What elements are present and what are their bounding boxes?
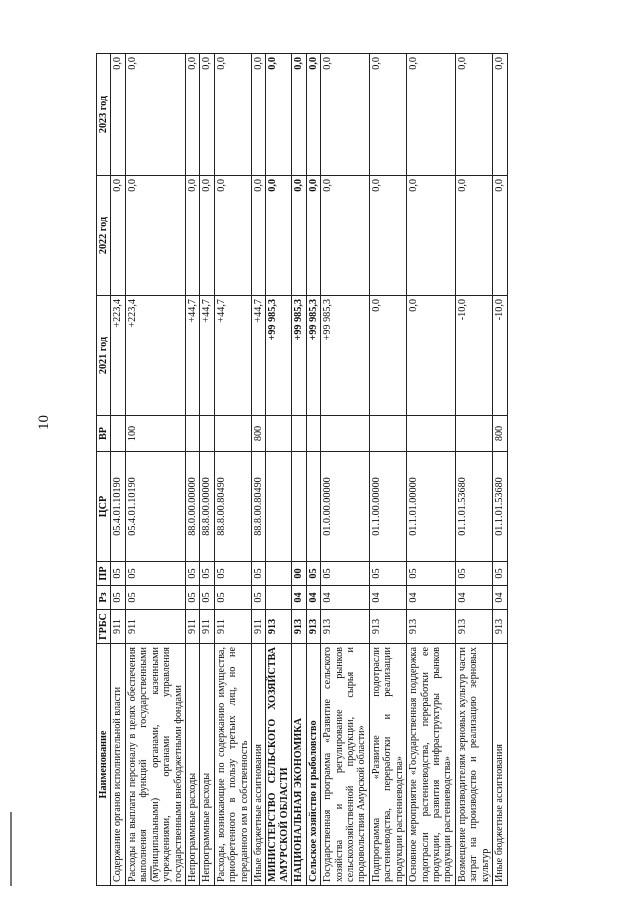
cell-csr: 01.1.01.53680	[493, 452, 507, 562]
cell-csr	[292, 452, 306, 562]
cell-name: Основное мероприятие «Государственная поддержка подотрасли растениеводства, переработки ее продукции, развития инфраструктуры рынков продукции растениеводства»	[407, 644, 456, 886]
cell-y2023: 0,0	[407, 54, 456, 176]
cell-vr	[369, 416, 406, 452]
header-2021: 2021 год	[97, 296, 111, 416]
cell-y2021: +99 985,3	[292, 296, 306, 416]
cell-pr: 05	[493, 562, 507, 586]
header-csr: ЦСР	[97, 452, 111, 562]
cell-csr: 05.4.01.10190	[111, 452, 125, 562]
cell-csr: 88.8.00.00000	[200, 452, 214, 562]
table-row	[306, 54, 320, 886]
cell-y2022: 0,0	[125, 176, 185, 296]
cell-y2021: +44,7	[185, 296, 199, 416]
cell-pr: 05	[214, 562, 251, 586]
cell-vr	[266, 416, 292, 452]
cell-grbs: 911	[214, 610, 251, 644]
cell-pr: 05	[185, 562, 199, 586]
cell-y2022: 0,0	[185, 176, 199, 296]
cell-pr: 05	[407, 562, 456, 586]
table-row	[493, 54, 507, 886]
cell-y2022: 0,0	[252, 176, 266, 296]
cell-vr	[214, 416, 251, 452]
cell-y2022: 0,0	[200, 176, 214, 296]
cell-y2023: 0,0	[252, 54, 266, 176]
table-row	[369, 54, 406, 886]
cell-csr: 01.1.01.00000	[407, 452, 456, 562]
cell-rz: 05	[200, 586, 214, 610]
cell-name: Расходы на выплаты персоналу в целях обеспечения выполнения функций государственными (муниципальными) органами, казенными учреждениями, органами управления государственными внебюджетными фондами	[125, 644, 185, 886]
cell-vr	[111, 416, 125, 452]
cell-csr: 01.1.00.00000	[369, 452, 406, 562]
cell-y2023: 0,0	[493, 54, 507, 176]
table-row	[292, 54, 306, 886]
cell-vr	[292, 416, 306, 452]
cell-y2023: 0,0	[200, 54, 214, 176]
cell-name: Возмещение производителям зерновых культур части затрат на производство и реализацию зерновых культур	[455, 644, 492, 886]
cell-y2022: 0,0	[455, 176, 492, 296]
table-row	[111, 54, 125, 886]
header-rz: Рз	[97, 586, 111, 610]
cell-csr	[306, 452, 320, 562]
cell-y2023: 0,0	[306, 54, 320, 176]
binding-margin-line	[10, 812, 12, 886]
cell-name: Государственная программа «Развитие сельского хозяйства и регулирование рынков сельскохозяйственной продукции, сырья и продовольствия Амурской области»	[321, 644, 370, 886]
cell-y2022: 0,0	[369, 176, 406, 296]
cell-vr	[321, 416, 370, 452]
cell-csr: 88.0.00.00000	[185, 452, 199, 562]
cell-grbs: 911	[111, 610, 125, 644]
cell-name: Содержание органов исполнительной власти	[111, 644, 125, 886]
table-row	[125, 54, 185, 886]
table-row	[185, 54, 199, 886]
cell-name: Иные бюджетные ассигнования	[252, 644, 266, 886]
page-number: 10	[36, 415, 52, 430]
cell-y2021: -10,0	[455, 296, 492, 416]
cell-name: Сельское хозяйство и рыболовство	[306, 644, 320, 886]
cell-vr: 100	[125, 416, 185, 452]
cell-rz: 04	[321, 586, 370, 610]
cell-rz	[266, 586, 292, 610]
cell-grbs: 911	[200, 610, 214, 644]
cell-vr	[407, 416, 456, 452]
cell-y2022: 0,0	[407, 176, 456, 296]
cell-vr: 800	[493, 416, 507, 452]
cell-y2021: +99 985,3	[321, 296, 370, 416]
cell-grbs: 913	[292, 610, 306, 644]
table-header-row	[97, 54, 111, 886]
cell-csr: 01.0.00.00000	[321, 452, 370, 562]
cell-rz: 05	[185, 586, 199, 610]
cell-y2021: +223,4	[125, 296, 185, 416]
cell-rz: 05	[111, 586, 125, 610]
cell-grbs: 913	[321, 610, 370, 644]
cell-y2021: +99 985,3	[266, 296, 292, 416]
table-row	[407, 54, 456, 886]
cell-vr	[306, 416, 320, 452]
header-name: Наименование	[97, 644, 111, 886]
cell-pr: 05	[252, 562, 266, 586]
cell-name: Непрограммные расходы	[200, 644, 214, 886]
cell-y2022: 0,0	[306, 176, 320, 296]
cell-y2023: 0,0	[321, 54, 370, 176]
cell-grbs: 913	[369, 610, 406, 644]
cell-y2021: +44,7	[200, 296, 214, 416]
cell-y2023: 0,0	[266, 54, 292, 176]
cell-rz: 05	[125, 586, 185, 610]
cell-grbs: 911	[185, 610, 199, 644]
cell-grbs: 913	[407, 610, 456, 644]
cell-y2021: +223,4	[111, 296, 125, 416]
cell-name: МИНИСТЕРСТВО СЕЛЬСКОГО ХОЗЯЙСТВА АМУРСКОЙ ОБЛАСТИ	[266, 644, 292, 886]
cell-y2023: 0,0	[214, 54, 251, 176]
cell-csr: 05.4.01.10190	[125, 452, 185, 562]
cell-y2021: 0,0	[407, 296, 456, 416]
cell-y2022: 0,0	[111, 176, 125, 296]
cell-vr	[185, 416, 199, 452]
cell-grbs: 911	[252, 610, 266, 644]
budget-changes-table	[96, 53, 508, 886]
cell-y2023: 0,0	[125, 54, 185, 176]
cell-rz: 04	[306, 586, 320, 610]
cell-name: Иные бюджетные ассигнования	[493, 644, 507, 886]
cell-pr: 05	[111, 562, 125, 586]
cell-name: Непрограммные расходы	[185, 644, 199, 886]
cell-grbs: 913	[455, 610, 492, 644]
cell-y2022: 0,0	[321, 176, 370, 296]
cell-y2022: 0,0	[493, 176, 507, 296]
table-row	[321, 54, 370, 886]
cell-rz: 05	[252, 586, 266, 610]
cell-vr: 800	[252, 416, 266, 452]
header-2022: 2022 год	[97, 176, 111, 296]
cell-pr: 05	[125, 562, 185, 586]
header-pr: ПР	[97, 562, 111, 586]
cell-y2023: 0,0	[455, 54, 492, 176]
cell-vr	[455, 416, 492, 452]
cell-y2021: +44,7	[214, 296, 251, 416]
cell-csr: 88.8.00.80490	[252, 452, 266, 562]
cell-rz: 05	[214, 586, 251, 610]
cell-y2021: 0,0	[369, 296, 406, 416]
cell-pr: 05	[455, 562, 492, 586]
cell-csr: 88.8.00.80490	[214, 452, 251, 562]
cell-name: Расходы, возникающие по содержанию имущества, приобретенного в пользу третьих лиц, но не переданного им в собственность	[214, 644, 251, 886]
cell-grbs: 913	[306, 610, 320, 644]
cell-grbs: 911	[125, 610, 185, 644]
cell-name: НАЦИОНАЛЬНАЯ ЭКОНОМИКА	[292, 644, 306, 886]
table-row	[200, 54, 214, 886]
table-row	[252, 54, 266, 886]
cell-csr: 01.1.01.53680	[455, 452, 492, 562]
cell-pr: 05	[306, 562, 320, 586]
cell-y2023: 0,0	[292, 54, 306, 176]
cell-y2021: -10,0	[493, 296, 507, 416]
cell-y2023: 0,0	[111, 54, 125, 176]
cell-pr: 05	[200, 562, 214, 586]
rotated-table-container	[96, 54, 640, 886]
cell-rz: 04	[493, 586, 507, 610]
cell-y2023: 0,0	[185, 54, 199, 176]
cell-csr	[266, 452, 292, 562]
cell-y2021: +99 985,3	[306, 296, 320, 416]
cell-rz: 04	[292, 586, 306, 610]
cell-rz: 04	[407, 586, 456, 610]
cell-y2022: 0,0	[214, 176, 251, 296]
cell-grbs: 913	[493, 610, 507, 644]
cell-y2023: 0,0	[369, 54, 406, 176]
cell-pr: 05	[321, 562, 370, 586]
table-row	[266, 54, 292, 886]
cell-rz: 04	[369, 586, 406, 610]
cell-y2021: +44,7	[252, 296, 266, 416]
cell-y2022: 0,0	[266, 176, 292, 296]
table-row	[214, 54, 251, 886]
table-row	[455, 54, 492, 886]
cell-pr	[266, 562, 292, 586]
header-2023: 2023 год	[97, 54, 111, 176]
header-grbs: ГРБС	[97, 610, 111, 644]
cell-pr: 00	[292, 562, 306, 586]
cell-name: Подпрограмма «Развитие подотрасли растениеводства, переработки и реализации продукции растениеводства»	[369, 644, 406, 886]
cell-vr	[200, 416, 214, 452]
cell-y2022: 0,0	[292, 176, 306, 296]
table-body	[111, 54, 507, 886]
cell-grbs: 913	[266, 610, 292, 644]
header-vr: ВР	[97, 416, 111, 452]
cell-rz: 04	[455, 586, 492, 610]
cell-pr: 05	[369, 562, 406, 586]
